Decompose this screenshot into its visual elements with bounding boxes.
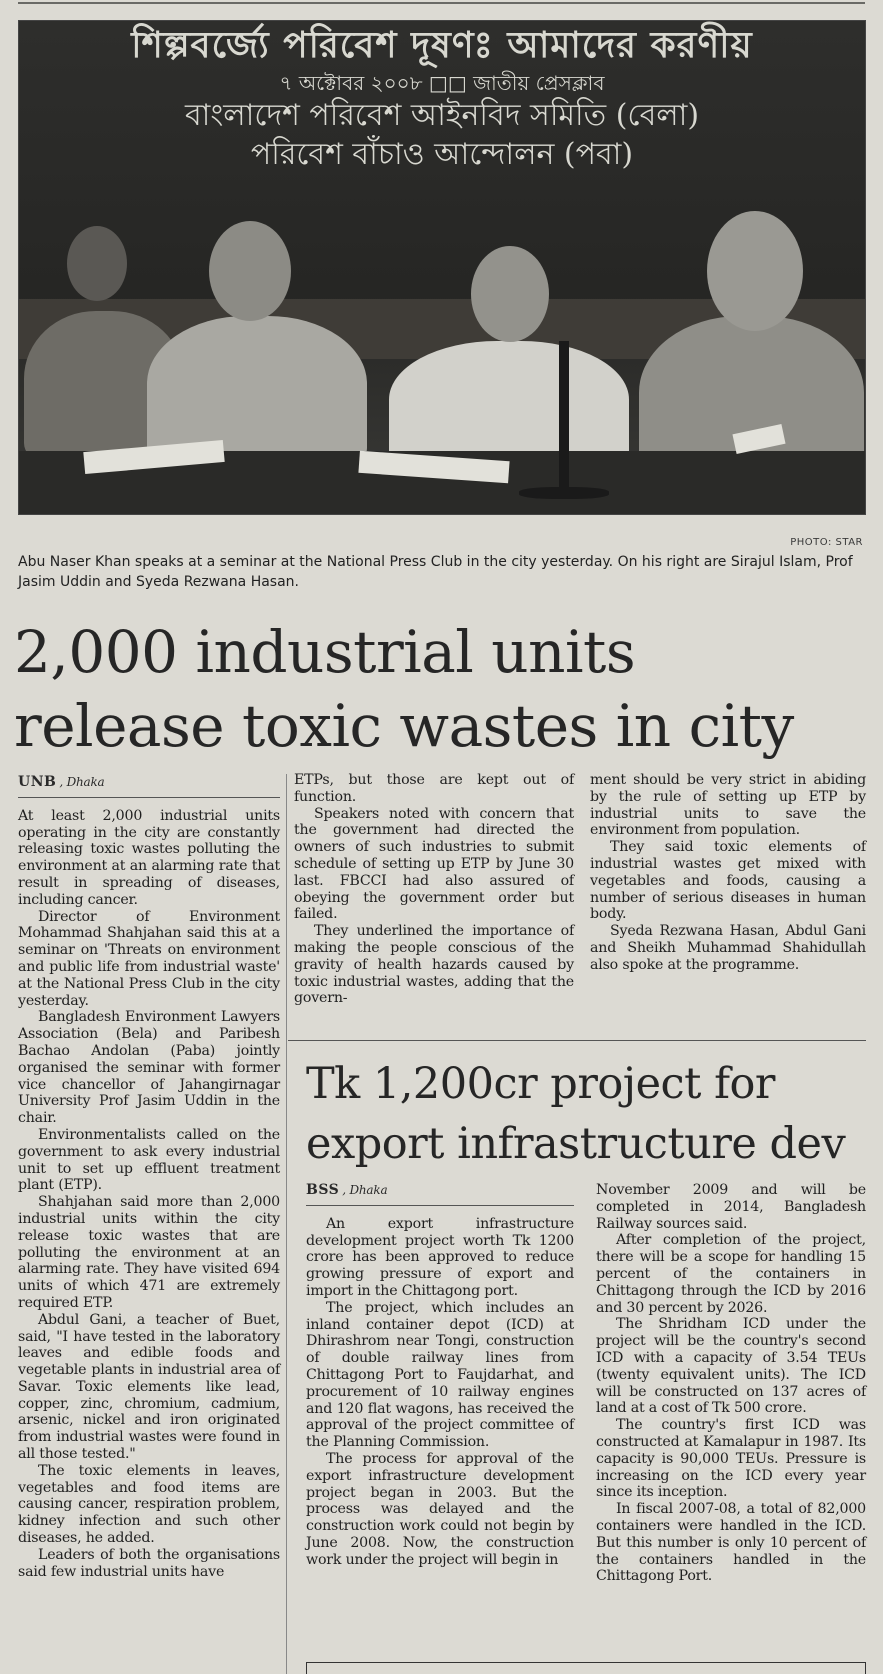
article1-byline: [18, 774, 280, 798]
paragraph: The toxic elements in leaves, vegetables and food items are causing cancer, respiration problem, kidney infection and such other diseases, he added.: [18, 1462, 280, 1547]
paragraph: An export infrastructure development project worth Tk 1200 crore has been approved to reduce growing pressure of export and import in the Chittagong port.: [306, 1215, 574, 1299]
head-jasim: [471, 246, 549, 342]
microphone-base: [519, 487, 609, 499]
byline-place: , Dhaka: [342, 1183, 388, 1197]
byline-agency: BSS: [306, 1182, 340, 1198]
article1-column-2: [294, 772, 574, 1007]
paragraph: After completion of the project, there will be a scope for handling 15 percent of the containers in Chittagong through the ICD by 2016 and 30 percent by 2026.: [596, 1232, 866, 1316]
column-rule: [286, 774, 287, 1674]
paragraph: Bangladesh Environment Lawyers Association (Bela) and Paribesh Bachao Andolan (Paba) jointly organised the seminar with former vice chancellor of Jahangirnagar University Prof Jasim Uddin in the chair.: [18, 1009, 280, 1127]
microphone-stand: [559, 341, 569, 491]
top-rule: [18, 2, 865, 4]
paragraph: ETPs, but those are kept out of function.: [294, 772, 574, 805]
head-sirajul: [209, 221, 291, 321]
seminar-photo: [18, 20, 866, 515]
seminar-banner: [59, 23, 825, 213]
article1-headline-line1: 2,000 industrial units: [14, 618, 636, 686]
banner-organiser-bela: বাংলাদেশ পরিবেশ আইনবিদ সমিতি (বেলা): [184, 98, 700, 134]
paragraph: Environmentalists called on the government to ask every industrial unit to set up effluent treatment plant (ETP).: [18, 1126, 280, 1194]
paragraph: The Shridham ICD under the project will be the country's second ICD with a capacity of 3.54 TEUs (twenty equivalent units). The ICD will be constructed on 137 acres of land at a cost of Tk 500 crore.: [596, 1316, 866, 1417]
paragraph: The project, which includes an inland container depot (ICD) at Dhirashrom near Tongi, construction of double railway lines from Chittagong Port to Faujdarhat, and procurement of 10 railway engines and 120 flat wagons, has received the approval of the project committee of the Planning Commission.: [306, 1299, 574, 1451]
paragraph: Syeda Rezwana Hasan, Abdul Gani and Sheikh Muhammad Shahidullah also spoke at the programme.: [590, 923, 866, 973]
head-syeda: [67, 226, 127, 301]
article2-column-1: [306, 1182, 574, 1569]
byline-agency: UNB: [18, 774, 57, 790]
paragraph: November 2009 and will be completed in 2014, Bangladesh Railway sources said.: [596, 1182, 866, 1232]
paragraph: The country's first ICD was constructed at Kamalapur in 1987. Its capacity is 90,000 TEUs. Pressure is increasing on the ICD every year since its inception.: [596, 1417, 866, 1501]
paragraph: Leaders of both the organisations said few industrial units have: [18, 1546, 280, 1580]
article1-column-3: [590, 772, 866, 974]
head-abu-naser: [707, 211, 803, 331]
photo-credit: PHOTO: STAR: [790, 537, 863, 548]
byline-place: , Dhaka: [59, 775, 105, 789]
article1-headline-line2: release toxic wastes in city: [14, 692, 794, 760]
paragraph: Abdul Gani, a teacher of Buet, said, "I have tested in the laboratory leaves and edible foods and vegetable plants in industrial area of Savar. Toxic elements like lead, copper, zinc, chromium, cadmium, arsenic, nickel and iron originated from industrial wastes were found in all those tested.": [18, 1311, 280, 1463]
photo-caption: Abu Naser Khan speaks at a seminar at the National Press Club in the city yesterday. On his right are Sirajul Islam, Prof Jasim Uddin and Syeda Rezwana Hasan.: [18, 554, 853, 590]
banner-title: শিল্পবর্জ্যে পরিবেশ দূষণঃ আমাদের করণীয়: [131, 24, 753, 66]
banner-organiser-paba: পরিবেশ বাঁচাও আন্দোলন (পবা): [250, 136, 634, 172]
paragraph: ment should be very strict in abiding by the rule of setting up ETP by industrial units to save the environment from population.: [590, 772, 866, 839]
paragraph: Speakers noted with concern that the government had directed the owners of such industries to submit schedule of setting up ETP by June 30 last. FBCCI had also assured of obeying the government order but failed.: [294, 805, 574, 923]
article1-column-1: [18, 774, 280, 1580]
paragraph: Director of Environment Mohammad Shahjahan said this at a seminar on 'Threats on environment and public life from industrial waste' at the National Press Club in the city yesterday.: [18, 908, 280, 1009]
paragraph: They said toxic elements of industrial wastes get mixed with vegetables and foods, causing a number of serious diseases in human body.: [590, 839, 866, 923]
article2-byline: [306, 1182, 574, 1206]
article2-column-2: [596, 1182, 866, 1585]
article2-headline-line1: Tk 1,200cr project for: [306, 1059, 775, 1109]
paragraph: Shahjahan said more than 2,000 industrial units within the city release toxic wastes that are polluting the environment at an alarming rate. They have visited 694 units of which 471 are extremely required ETP.: [18, 1194, 280, 1311]
paragraph: In fiscal 2007-08, a total of 82,000 containers were handled in the ICD. But this number is only 10 percent of the containers handled in the Chittagong Port.: [596, 1501, 866, 1585]
article-divider: [288, 1040, 866, 1041]
next-article-box: [306, 1662, 866, 1674]
banner-date-venue: ৭ অক্টোবর ২০০৮ □□ জাতীয় প্রেসক্লাব: [279, 71, 605, 96]
paragraph: They underlined the importance of making the people conscious of the gravity of health hazards caused by toxic industrial wastes, adding that the govern-: [294, 923, 574, 1007]
paragraph: The process for approval of the export infrastructure development project began in 2003. But the process was delayed and the construction work could not begin by June 2008. Now, the construction work under the project will begin in: [306, 1450, 574, 1568]
paragraph: At least 2,000 industrial units operating in the city are constantly releasing toxic wastes polluting the environment at an alarming rate that result in spreading of diseases, including cancer.: [18, 807, 280, 908]
article2-headline-line2: export infrastructure dev: [306, 1119, 846, 1169]
